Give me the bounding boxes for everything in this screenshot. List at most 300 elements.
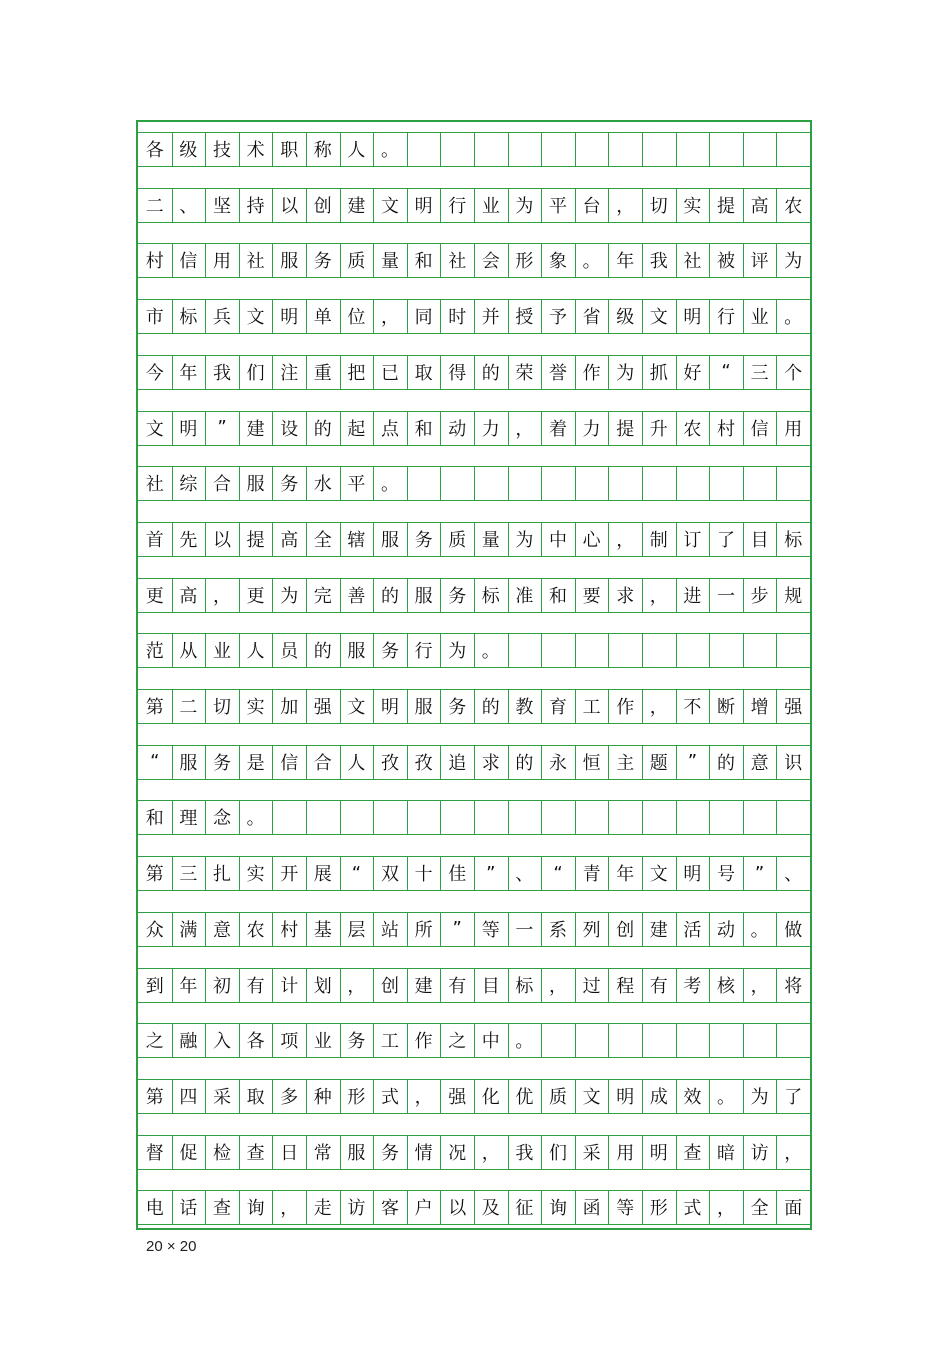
grid-cell <box>676 466 710 500</box>
grid-cell: 合 <box>313 752 332 774</box>
grid-cell: 的 <box>313 641 332 663</box>
grid-cell: 级 <box>179 140 198 161</box>
grid-cell: 时 <box>448 307 467 329</box>
grid-cell: 更 <box>246 585 265 607</box>
grid-cell: 常 <box>313 1142 332 1164</box>
grid-cell: 之 <box>145 1031 164 1053</box>
grid-cell: 明 <box>414 195 433 217</box>
grid-cell: 个 <box>784 362 803 384</box>
grid-cell: 式 <box>380 1086 399 1108</box>
grid-cell: 效 <box>683 1086 702 1108</box>
grid-cell: 为 <box>515 195 534 217</box>
grid-cell: 了 <box>716 529 735 551</box>
grid-cell: 系 <box>548 919 567 941</box>
grid-cell: 化 <box>481 1086 500 1108</box>
grid-cell: 人 <box>246 641 265 663</box>
grid-cell: 和 <box>145 808 164 830</box>
grid-cell: 了 <box>784 1086 803 1108</box>
grid-line <box>138 1224 810 1225</box>
grid-cell: ， <box>548 975 567 997</box>
grid-cell: 。 <box>380 140 399 161</box>
grid-cell: 省 <box>582 307 601 329</box>
grid-cell: 并 <box>481 307 500 329</box>
grid-cell: 况 <box>448 1142 467 1164</box>
grid-cell: 务 <box>448 697 467 718</box>
grid-cell <box>541 132 575 166</box>
grid-cell: 建 <box>649 919 668 941</box>
grid-cell <box>676 800 710 834</box>
grid-cell <box>541 800 575 834</box>
grid-cell: 好 <box>683 362 702 384</box>
grid-cell: 职 <box>280 140 299 161</box>
grid-cell: 的 <box>481 362 500 384</box>
grid-cell: 查 <box>246 1142 265 1164</box>
grid-line <box>138 1002 810 1003</box>
grid-row <box>138 1079 810 1133</box>
grid-cell: 升 <box>649 418 668 440</box>
grid-cell: ， <box>347 975 366 997</box>
grid-cell: 佳 <box>448 864 467 886</box>
grid-cell: 创 <box>380 975 399 997</box>
grid-cell: 等 <box>481 919 500 941</box>
grid-cell: 从 <box>179 641 198 663</box>
grid-cell <box>508 132 542 166</box>
grid-cell: 标 <box>179 307 198 329</box>
grid-row <box>138 188 810 242</box>
grid-cell: 的 <box>515 752 534 774</box>
grid-cell <box>440 800 474 834</box>
grid-cell: 创 <box>616 919 635 941</box>
grid-cell: 开 <box>280 864 299 886</box>
grid-cell: 务 <box>280 474 299 496</box>
grid-cell: 平 <box>548 195 567 217</box>
grid-cell: 创 <box>313 195 332 217</box>
grid-cell: 到 <box>145 975 164 997</box>
grid-cell: 授 <box>515 307 534 329</box>
grid-cell: 日 <box>280 1142 299 1164</box>
grid-cell: 规 <box>784 585 803 607</box>
grid-cell: 服 <box>280 251 299 273</box>
grid-cell: 为 <box>515 529 534 551</box>
grid-cell <box>776 1023 810 1057</box>
grid-cell <box>676 132 710 166</box>
grid-cell: 程 <box>616 975 635 997</box>
grid-cell: 检 <box>212 1142 231 1164</box>
grid-cell: 务 <box>414 529 433 551</box>
grid-cell: 水 <box>313 474 332 496</box>
grid-cell: 质 <box>347 251 366 273</box>
grid-cell: 市 <box>145 307 164 329</box>
grid-line <box>138 500 810 501</box>
grid-cell: 建 <box>414 975 433 997</box>
grid-cell: 村 <box>145 251 164 273</box>
grid-row <box>138 522 810 576</box>
grid-cell <box>709 1023 743 1057</box>
grid-cell: 服 <box>414 585 433 607</box>
grid-row <box>138 299 810 353</box>
grid-row <box>138 745 810 799</box>
grid-cell: 强 <box>784 697 803 718</box>
grid-cell: 的 <box>481 697 500 718</box>
grid-cell: 我 <box>649 251 668 273</box>
grid-cell: 孜 <box>380 752 399 774</box>
grid-cell: 务 <box>212 752 231 774</box>
grid-cell: 质 <box>448 529 467 551</box>
grid-cell: 电 <box>145 1198 164 1220</box>
grid-cell: 初 <box>212 975 231 997</box>
grid-cell: 兵 <box>212 307 231 329</box>
grid-cell: 明 <box>179 418 198 440</box>
grid-cell: 文 <box>347 697 366 718</box>
grid-cell: ” <box>486 862 496 884</box>
grid-cell: 业 <box>313 1031 332 1053</box>
grid-cell: 之 <box>448 1031 467 1053</box>
grid-cell <box>709 800 743 834</box>
grid-cell <box>541 633 575 667</box>
grid-cell: ， <box>616 195 635 217</box>
grid-cell: 形 <box>515 251 534 273</box>
grid-cell: 平 <box>347 474 366 496</box>
grid-cell: 明 <box>616 1086 635 1108</box>
grid-cell: 教 <box>515 697 534 718</box>
grid-cell: 务 <box>313 251 332 273</box>
grid-cell: 成 <box>649 1086 668 1108</box>
grid-cell: 善 <box>347 585 366 607</box>
grid-cell: 把 <box>347 362 366 384</box>
grid-cell: 扎 <box>212 864 231 886</box>
grid-cell: 双 <box>380 864 399 886</box>
grid-cell: 人 <box>347 752 366 774</box>
grid-cell: 要 <box>582 585 601 607</box>
grid-cell: 目 <box>481 975 500 997</box>
grid-cell <box>642 466 676 500</box>
grid-cell <box>272 800 306 834</box>
grid-cell: 得 <box>448 362 467 384</box>
grid-line <box>138 389 810 390</box>
grid-cell: 标 <box>515 975 534 997</box>
grid-cell: 强 <box>448 1086 467 1108</box>
grid-line <box>138 834 810 835</box>
grid-cell: 及 <box>481 1198 500 1220</box>
grid-cell: 强 <box>313 697 332 718</box>
grid-cell: 设 <box>280 418 299 440</box>
grid-cell: 辖 <box>347 529 366 551</box>
grid-cell: 面 <box>784 1198 803 1220</box>
grid-cell: 。 <box>784 307 803 329</box>
grid-cell: 订 <box>683 529 702 551</box>
grid-cell: 促 <box>179 1142 198 1164</box>
grid-cell <box>608 1023 642 1057</box>
grid-cell: 。 <box>750 919 769 941</box>
grid-cell: 被 <box>716 251 735 273</box>
grid-cell: 理 <box>179 808 198 830</box>
grid-cell: 和 <box>548 585 567 607</box>
manuscript-grid-paper <box>136 120 812 1230</box>
grid-cell: 取 <box>414 362 433 384</box>
grid-cell: 断 <box>716 697 735 718</box>
grid-cell: 一 <box>515 919 534 941</box>
grid-cell: 各 <box>145 140 164 161</box>
grid-cell: 建 <box>246 418 265 440</box>
grid-cell: 。 <box>582 251 601 273</box>
grid-cell: 文 <box>649 307 668 329</box>
grid-row <box>138 912 810 966</box>
grid-cell: 抓 <box>649 362 668 384</box>
grid-cell: 用 <box>212 251 231 273</box>
grid-line <box>138 1113 810 1114</box>
grid-cell: 过 <box>582 975 601 997</box>
grid-cell: ， <box>212 585 231 607</box>
grid-cell: 力 <box>481 418 500 440</box>
grid-cell: 起 <box>347 418 366 440</box>
grid-cell: 二 <box>145 195 164 217</box>
grid-cell: 信 <box>750 418 769 440</box>
grid-cell: 式 <box>683 1198 702 1220</box>
grid-cell: 和 <box>414 251 433 273</box>
grid-line <box>138 667 810 668</box>
grid-cell: 评 <box>750 251 769 273</box>
grid-cell: 是 <box>246 752 265 774</box>
grid-cell: 户 <box>414 1198 433 1220</box>
grid-cell: ， <box>750 975 769 997</box>
grid-cell: 活 <box>683 919 702 941</box>
grid-cell: 考 <box>683 975 702 997</box>
grid-cell: 征 <box>515 1198 534 1220</box>
grid-cell: 位 <box>347 307 366 329</box>
grid-line <box>138 445 810 446</box>
grid-cell: 做 <box>784 919 803 941</box>
grid-cell: 我 <box>515 1142 534 1164</box>
grid-cell: 取 <box>246 1086 265 1108</box>
grid-cell: 情 <box>414 1142 433 1164</box>
grid-cell: 业 <box>750 307 769 329</box>
grid-cell <box>575 800 609 834</box>
grid-size-label: 20 × 20 <box>146 1238 197 1255</box>
grid-cell: “ <box>150 751 160 773</box>
grid-cell: 求 <box>616 585 635 607</box>
grid-cell: 的 <box>716 752 735 774</box>
grid-cell: ” <box>217 417 227 438</box>
grid-cell <box>709 633 743 667</box>
grid-cell: 们 <box>246 362 265 384</box>
grid-cell: 合 <box>212 474 231 496</box>
grid-cell: 明 <box>280 307 299 329</box>
grid-cell: 动 <box>448 418 467 440</box>
grid-cell: 形 <box>347 1086 366 1108</box>
grid-cell: 村 <box>716 418 735 440</box>
grid-cell <box>440 132 474 166</box>
grid-cell: 青 <box>582 864 601 886</box>
grid-cell: 全 <box>313 529 332 551</box>
grid-line <box>138 222 810 223</box>
grid-cell: 展 <box>313 864 332 886</box>
grid-cell: 信 <box>280 752 299 774</box>
grid-cell: 核 <box>716 975 735 997</box>
grid-cell: ， <box>616 529 635 551</box>
grid-cell: 意 <box>212 919 231 941</box>
grid-cell: 同 <box>414 307 433 329</box>
grid-cell <box>743 132 777 166</box>
grid-cell: 基 <box>313 919 332 941</box>
grid-cell: 题 <box>649 752 668 774</box>
grid-cell: 工 <box>582 697 601 718</box>
grid-cell <box>575 466 609 500</box>
grid-cell: 四 <box>179 1086 198 1108</box>
grid-cell: 的 <box>313 418 332 440</box>
grid-cell: 我 <box>212 362 231 384</box>
grid-cell: 增 <box>750 697 769 718</box>
grid-cell <box>743 466 777 500</box>
grid-cell: 走 <box>313 1198 332 1220</box>
grid-cell: 为 <box>448 641 467 663</box>
grid-cell: 文 <box>246 307 265 329</box>
grid-cell: 农 <box>246 919 265 941</box>
grid-cell <box>407 466 441 500</box>
grid-line <box>138 556 810 557</box>
grid-cell <box>642 1023 676 1057</box>
grid-line <box>138 166 810 167</box>
grid-cell: 务 <box>448 585 467 607</box>
grid-row <box>138 633 810 687</box>
grid-cell: 行 <box>716 307 735 329</box>
grid-line <box>138 1169 810 1170</box>
grid-cell <box>709 132 743 166</box>
grid-cell: 明 <box>683 307 702 329</box>
grid-cell: ， <box>515 418 534 440</box>
grid-cell: 服 <box>347 641 366 663</box>
grid-cell: 主 <box>616 752 635 774</box>
grid-cell: 项 <box>280 1031 299 1053</box>
grid-cell: 种 <box>313 1086 332 1108</box>
grid-cell: 等 <box>616 1198 635 1220</box>
grid-cell: 员 <box>280 641 299 663</box>
grid-cell: 建 <box>347 195 366 217</box>
grid-cell: 入 <box>212 1031 231 1053</box>
grid-cell: “ <box>553 862 563 884</box>
grid-cell: 和 <box>414 418 433 440</box>
grid-cell: 十 <box>414 864 433 886</box>
grid-cell: 访 <box>750 1142 769 1164</box>
grid-cell <box>743 1023 777 1057</box>
grid-cell: 众 <box>145 919 164 941</box>
grid-cell: 以 <box>448 1198 467 1220</box>
grid-cell <box>306 800 340 834</box>
grid-line <box>138 779 810 780</box>
grid-line <box>138 1057 810 1058</box>
grid-cell: 务 <box>380 1142 399 1164</box>
grid-cell: 作 <box>616 697 635 718</box>
grid-cell: 中 <box>548 529 567 551</box>
grid-cell: 范 <box>145 641 164 663</box>
grid-cell: 为 <box>750 1086 769 1108</box>
grid-cell: 技 <box>212 140 231 161</box>
grid-row <box>138 578 810 632</box>
grid-cell <box>776 800 810 834</box>
grid-line <box>138 333 810 334</box>
grid-cell: 务 <box>380 641 399 663</box>
grid-cell: 人 <box>347 140 366 161</box>
grid-cell: ， <box>649 697 668 718</box>
grid-cell: 高 <box>179 585 198 607</box>
grid-cell: 量 <box>481 529 500 551</box>
grid-cell: ， <box>481 1142 500 1164</box>
grid-cell <box>508 800 542 834</box>
grid-cell: 为 <box>784 251 803 273</box>
grid-cell: 进 <box>683 585 702 607</box>
grid-cell: 意 <box>750 752 769 774</box>
grid-cell: 。 <box>380 474 399 496</box>
grid-cell: 作 <box>582 362 601 384</box>
grid-cell: 点 <box>380 418 399 440</box>
grid-cell <box>474 466 508 500</box>
grid-cell: 誉 <box>548 362 567 384</box>
grid-cell: 标 <box>481 585 500 607</box>
grid-cell <box>407 132 441 166</box>
grid-cell <box>608 132 642 166</box>
grid-row <box>138 856 810 910</box>
grid-cell: 客 <box>380 1198 399 1220</box>
grid-cell: 暗 <box>716 1142 735 1164</box>
grid-cell: 号 <box>716 864 735 886</box>
grid-cell: 第 <box>145 697 164 718</box>
grid-cell: 督 <box>145 1142 164 1164</box>
grid-cell: 称 <box>313 140 332 161</box>
grid-cell: 行 <box>414 641 433 663</box>
grid-cell: 、 <box>784 864 803 886</box>
grid-row <box>138 968 810 1022</box>
grid-cell: 有 <box>649 975 668 997</box>
grid-cell: 采 <box>212 1086 231 1108</box>
grid-cell: 提 <box>616 418 635 440</box>
grid-cell: 用 <box>616 1142 635 1164</box>
grid-row <box>138 132 810 186</box>
grid-cell: 第 <box>145 864 164 886</box>
grid-cell: 。 <box>481 641 500 663</box>
grid-cell: 采 <box>582 1142 601 1164</box>
grid-cell: 用 <box>784 418 803 440</box>
grid-cell: 一 <box>716 585 735 607</box>
grid-cell: 首 <box>145 529 164 551</box>
grid-cell: 服 <box>380 529 399 551</box>
grid-row <box>138 1190 810 1244</box>
grid-cell: ， <box>716 1198 735 1220</box>
grid-cell: 明 <box>380 697 399 718</box>
grid-cell: 明 <box>649 1142 668 1164</box>
grid-cell <box>440 466 474 500</box>
grid-cell: 动 <box>716 919 735 941</box>
grid-cell: 为 <box>616 362 635 384</box>
grid-cell: 高 <box>750 195 769 217</box>
grid-cell: ” <box>754 862 765 884</box>
grid-cell: 工 <box>380 1031 399 1053</box>
grid-cell: 、 <box>179 195 198 217</box>
grid-cell: 年 <box>179 362 198 384</box>
grid-cell <box>474 800 508 834</box>
grid-row <box>138 800 810 854</box>
grid-cell <box>575 633 609 667</box>
grid-cell: 为 <box>280 585 299 607</box>
grid-cell: 文 <box>649 864 668 886</box>
grid-cell: 社 <box>448 251 467 273</box>
grid-line <box>138 723 810 724</box>
grid-cell: 信 <box>179 251 198 273</box>
grid-cell: 文 <box>380 195 399 217</box>
grid-row <box>138 1135 810 1189</box>
grid-cell <box>474 132 508 166</box>
grid-cell: 标 <box>784 529 803 551</box>
grid-cell: 函 <box>582 1198 601 1220</box>
grid-cell: 追 <box>448 752 467 774</box>
